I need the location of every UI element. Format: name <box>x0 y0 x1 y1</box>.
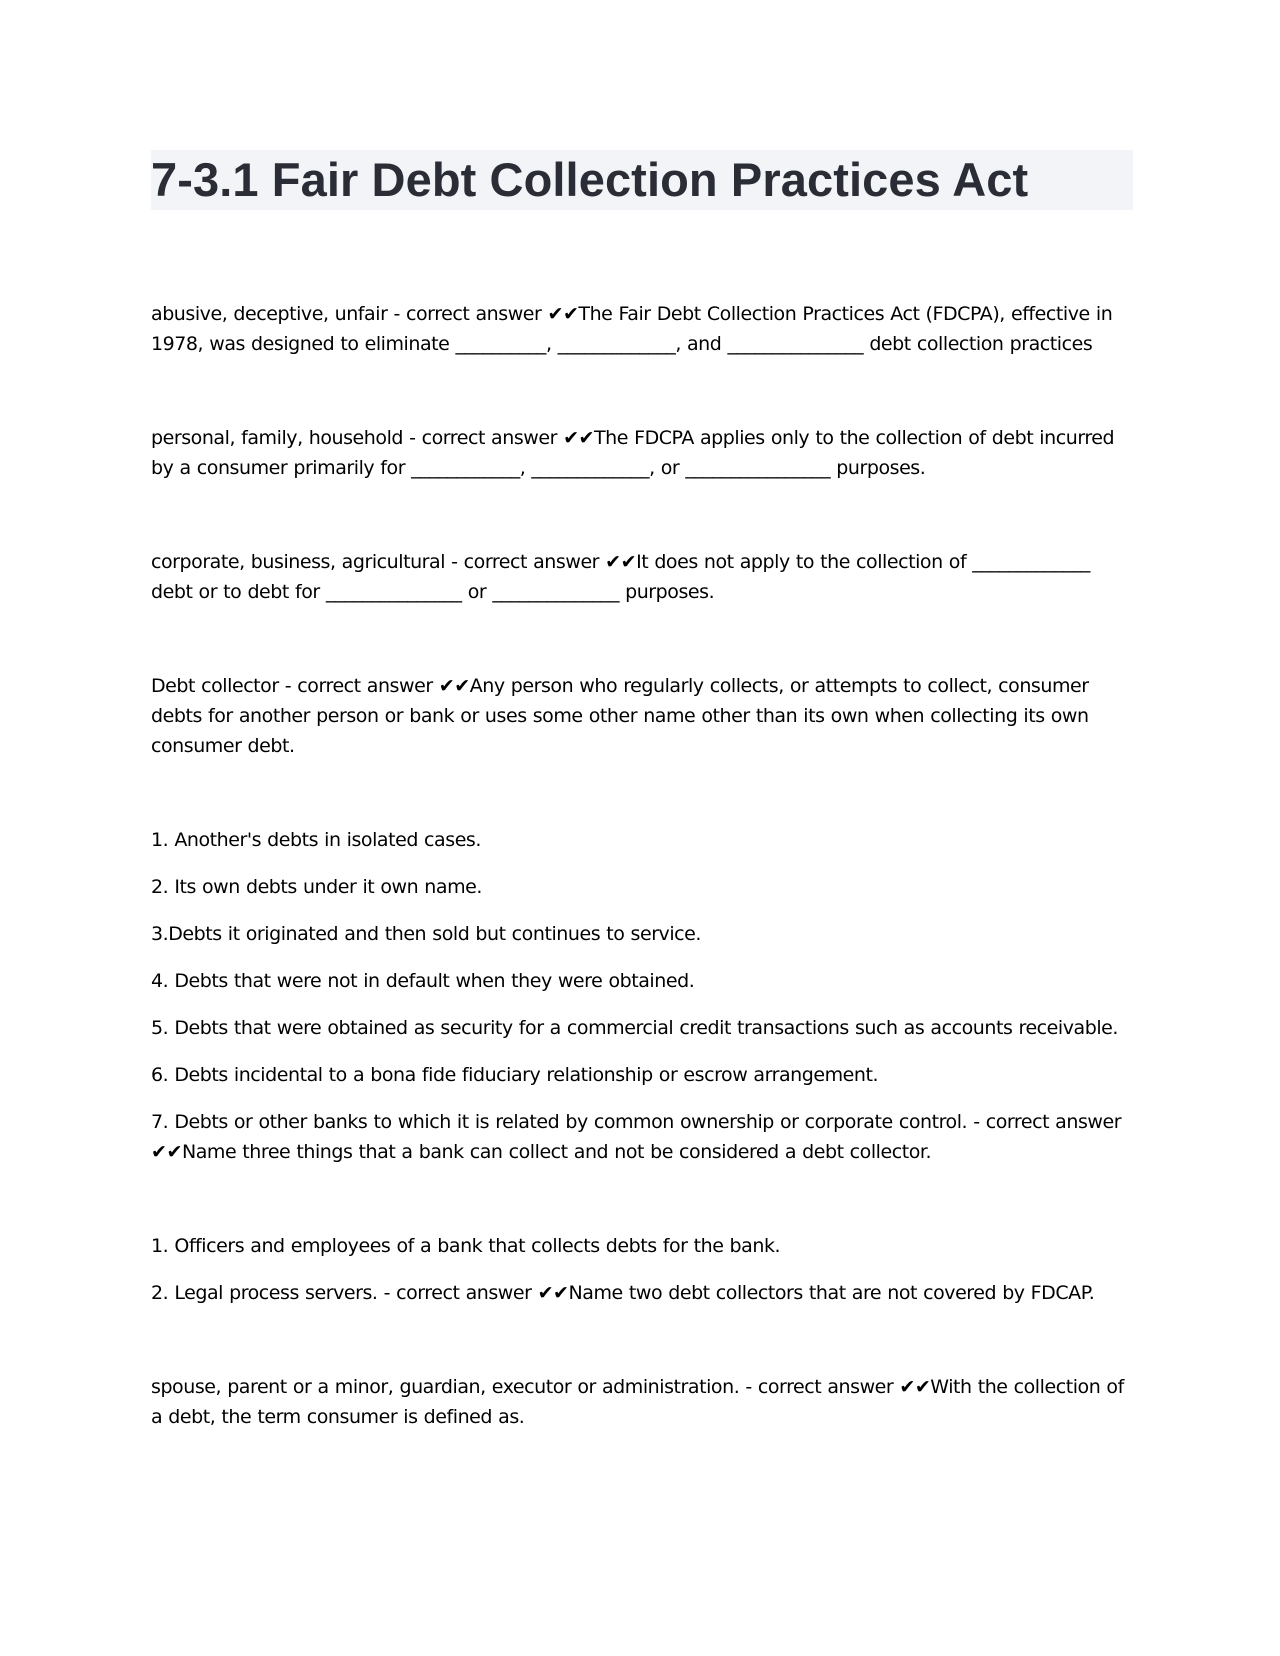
document-page <box>151 150 1133 1432</box>
paragraph-fdcpa-scope: personal, family, household - correct answer ✔✔The FDCPA applies only to the collection of debt incurred by a consumer primarily for ____________, _____________, or ________________ purposes. <box>151 427 1115 479</box>
paragraph-consumer-definition: spouse, parent or a minor, guardian, executor or administration. - correct answer ✔✔With the collection of a debt, the term consumer is defined as. <box>151 1376 1124 1428</box>
document-body <box>151 299 1133 1432</box>
list-item: 2. Its own debts under it own name. <box>151 876 482 898</box>
list-item: 4. Debts that were not in default when they were obtained. <box>151 970 695 992</box>
list-item: 6. Debts incidental to a bona fide fiduciary relationship or escrow arrangement. <box>151 1064 879 1086</box>
paragraph-fdcpa-exclusions: corporate, business, agricultural - correct answer ✔✔It does not apply to the collection of _____________ debt or to debt for _______________ or ______________ purposes. <box>151 551 1090 603</box>
list-item: 5. Debts that were obtained as security for a commercial credit transactions such as accounts receivable. <box>151 1017 1118 1039</box>
list-item: 1. Officers and employees of a bank that collects debts for the bank. <box>151 1235 781 1257</box>
paragraph-fdcpa-purpose: abusive, deceptive, unfair - correct answer ✔✔The Fair Debt Collection Practices Act (FDCPA), effective in 1978, was designed to eliminate __________, _____________, and _______________ debt collection practices <box>151 303 1113 355</box>
paragraph-debt-collector: Debt collector - correct answer ✔✔Any person who regularly collects, or attempts to collect, consumer debts for another person or bank or uses some other name other than its own when collecting its own consumer debt. <box>151 675 1089 757</box>
list-item: 1. Another's debts in isolated cases. <box>151 829 481 851</box>
list-item: 7. Debts or other banks to which it is related by common ownership or corporate control. - correct answer ✔✔Name three things that a bank can collect and not be considered a debt collector. <box>151 1111 1122 1163</box>
title-band <box>151 150 1133 210</box>
list-item: 3.Debts it originated and then sold but continues to service. <box>151 923 702 945</box>
list-item: 2. Legal process servers. - correct answer ✔✔Name two debt collectors that are not covered by FDCAP. <box>151 1282 1095 1304</box>
page-title: 7-3.1 Fair Debt Collection Practices Act <box>151 153 1029 206</box>
